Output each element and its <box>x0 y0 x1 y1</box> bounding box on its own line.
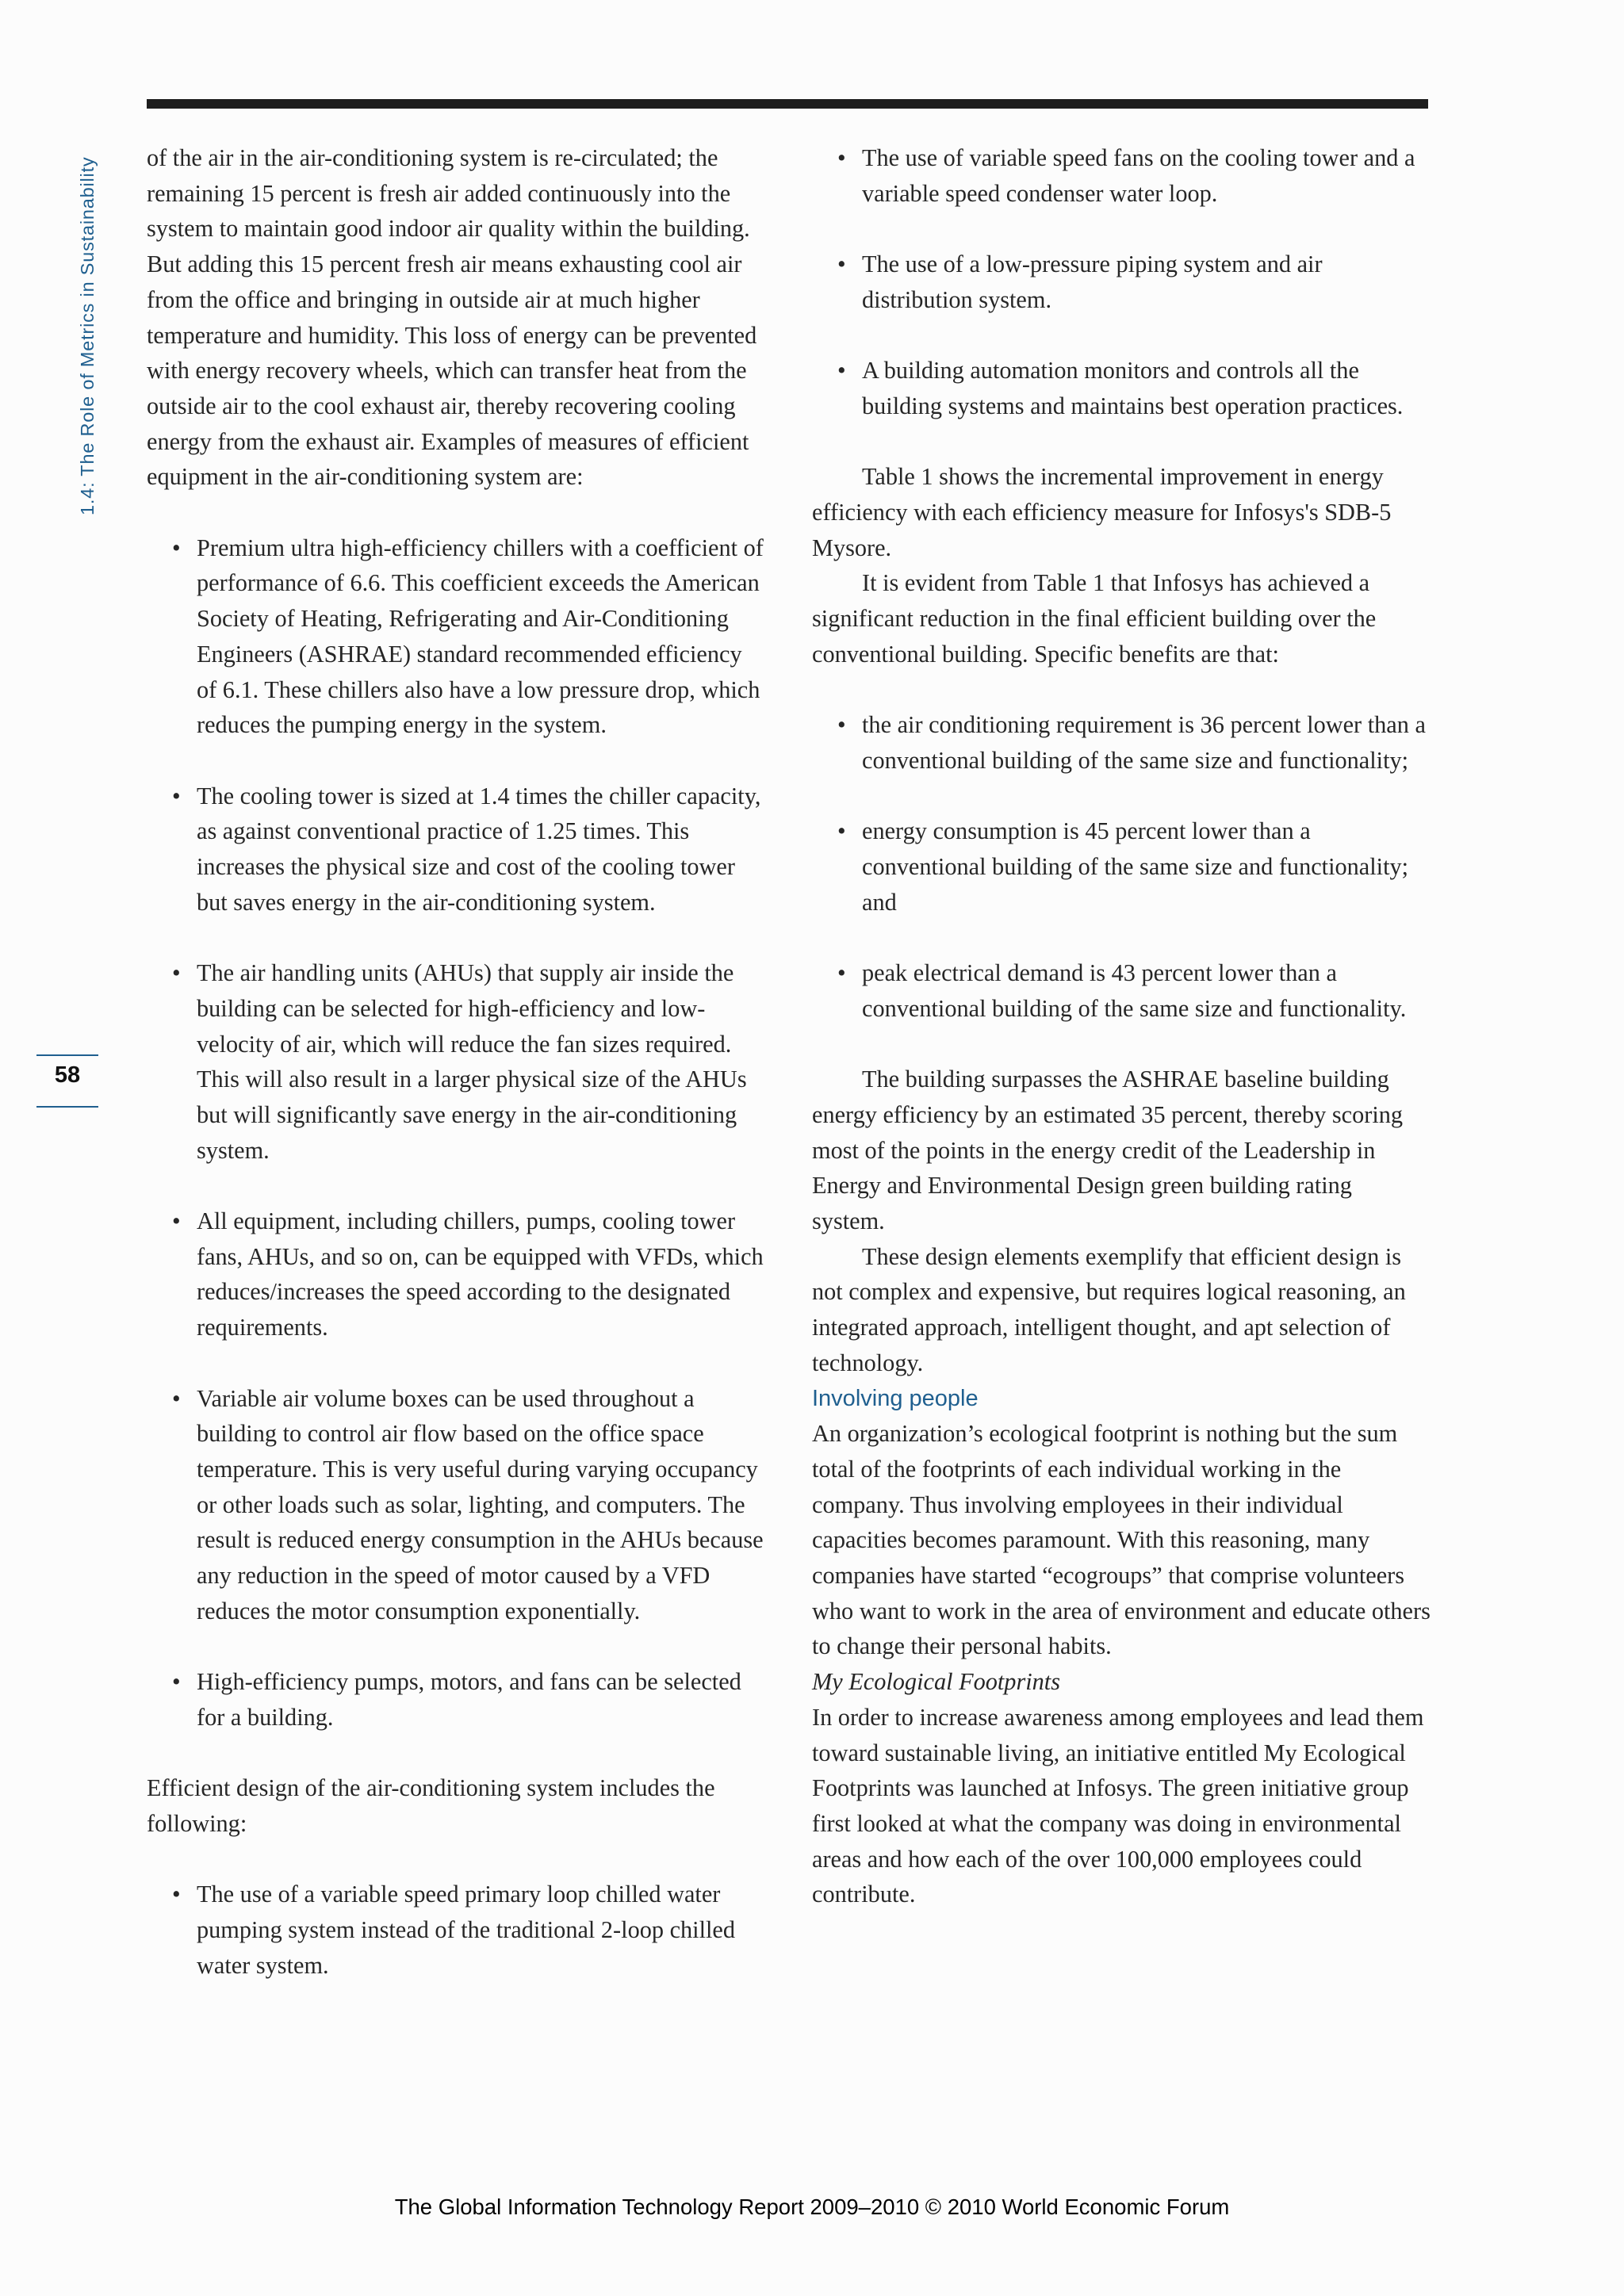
list-item: • A building automation monitors and controls all the building systems and maintains best operation practices. <box>812 353 1431 423</box>
list-item: • All equipment, including chillers, pumps, cooling tower fans, AHUs, and so on, can be equipped with VFDs, which reduces/increases the speed according to the designated requirements. <box>147 1203 765 1345</box>
equipment-measures-list <box>147 530 765 1735</box>
benefits-list <box>812 707 1431 1026</box>
table-paragraph: Table 1 shows the incremental improvement in energy efficiency with each efficiency measure for Infosys's SDB-5 Mysore. <box>812 463 1392 561</box>
footer: The Global Information Technology Report 2009–2010 © 2010 World Economic Forum <box>394 2195 1230 2219</box>
intro-paragraph: of the air in the air-conditioning system is re-circulated; the remaining 15 percent is fresh air added continuously into the system to maintain good indoor air quality within the building. But adding this 15 percent fresh air means exhausting cool air from the office and bringing in outside air at much higher temperature and humidity. This loss of energy can be prevented with energy recovery wheels, which can transfer heat from the outside air to the cool exhaust air, thereby recovering cooling energy from the exhaust air. Examples of measures of efficient equipment in the air-conditioning system are: <box>147 144 757 491</box>
surpass-paragraph: The building surpasses the ASHRAE baseline building energy efficiency by an estimated 35 percent, thereby scoring most of the points in the energy credit of the Leadership in Energy and Environmental Design green building rating system. <box>812 1066 1404 1234</box>
list-item: • The use of a variable speed primary loop chilled water pumping system instead of the traditional 2-loop chilled water system. <box>147 1877 765 1983</box>
evident-paragraph: It is evident from Table 1 that Infosys has achieved a significant reduction in the final efficient building over the conventional building. Specific benefits are that: <box>812 569 1377 668</box>
design-list-right <box>812 140 1431 424</box>
list-item: • The air handling units (AHUs) that supply air inside the building can be selected for high-efficiency and low-velocity of air, which will reduce the fan sizes required. This will also result in a larger physical size of the AHUs but will significantly save energy in the air-conditioning system. <box>147 955 765 1168</box>
list-item: • The use of variable speed fans on the cooling tower and a variable speed condenser water loop. <box>812 140 1431 211</box>
running-head: 1.4: The Role of Metrics in Sustainability <box>77 156 98 515</box>
page-number-rule-top <box>36 1054 98 1056</box>
involving-paragraph: An organization’s ecological footprint is nothing but the sum total of the footprints of each individual working in the company. Thus involving employees in their individual capacities becomes paramount. With this reasoning, many companies have started “ecogroups” that comprise volunteers who want to work in the area of environment and educate others to change their personal habits. <box>812 1420 1431 1660</box>
list-item: • Premium ultra high-efficiency chillers with a coefficient of performance of 6.6. This coefficient exceeds the American Society of Heating, Refrigerating and Air-Conditioning Engineers (ASHRAE) standard recommended efficiency of 6.1. These chillers also have a low pressure drop, which reduces the pumping energy in the system. <box>147 530 765 743</box>
right-column <box>812 140 1431 1912</box>
list-item: • The cooling tower is sized at 1.4 times the chiller capacity, as against conventional practice of 1.25 times. This increases the physical size and cost of the cooling tower but saves energy in the air-conditioning system. <box>147 779 765 920</box>
section-heading: Involving people <box>812 1385 979 1411</box>
list-item: • energy consumption is 45 percent lower than a conventional building of the same size and functionality; and <box>812 813 1431 920</box>
list-item: • peak electrical demand is 43 percent lower than a conventional building of the same size and functionality. <box>812 955 1431 1026</box>
page-number-rule-bottom <box>36 1106 98 1108</box>
top-rule <box>147 99 1428 109</box>
subheading: My Ecological Footprints <box>812 1668 1061 1696</box>
list-item: • the air conditioning requirement is 36 percent lower than a conventional building of the same size and functionality; <box>812 707 1431 778</box>
list-item: • The use of a low-pressure piping system and air distribution system. <box>812 247 1431 317</box>
list-item: • High-efficiency pumps, motors, and fans can be selected for a building. <box>147 1664 765 1735</box>
page-number: 58 <box>54 1062 81 1088</box>
left-column <box>147 140 765 1983</box>
design-list-left <box>147 1877 765 1983</box>
design-elements-paragraph: These design elements exemplify that efficient design is not complex and expensive, but requires logical reasoning, an integrated approach, intelligent thought, and apt selection of technology. <box>812 1242 1406 1376</box>
design-intro-paragraph: Efficient design of the air-conditioning system includes the following: <box>147 1774 715 1837</box>
footprints-paragraph: In order to increase awareness among employees and lead them toward sustainable living, an initiative entitled My Ecological Footprints was launched at Infosys. The green initiative group first looked at what the company was doing in environmental areas and how each of the over 100,000 employees could contribute. <box>812 1703 1424 1908</box>
list-item: • Variable air volume boxes can be used throughout a building to control air flow based on the office space temperature. This is very useful during varying occupancy or other loads such as solar, lighting, and computers. The result is reduced energy consumption in the AHUs because any reduction in the speed of motor caused by a VFD reduces the motor consumption exponentially. <box>147 1381 765 1629</box>
